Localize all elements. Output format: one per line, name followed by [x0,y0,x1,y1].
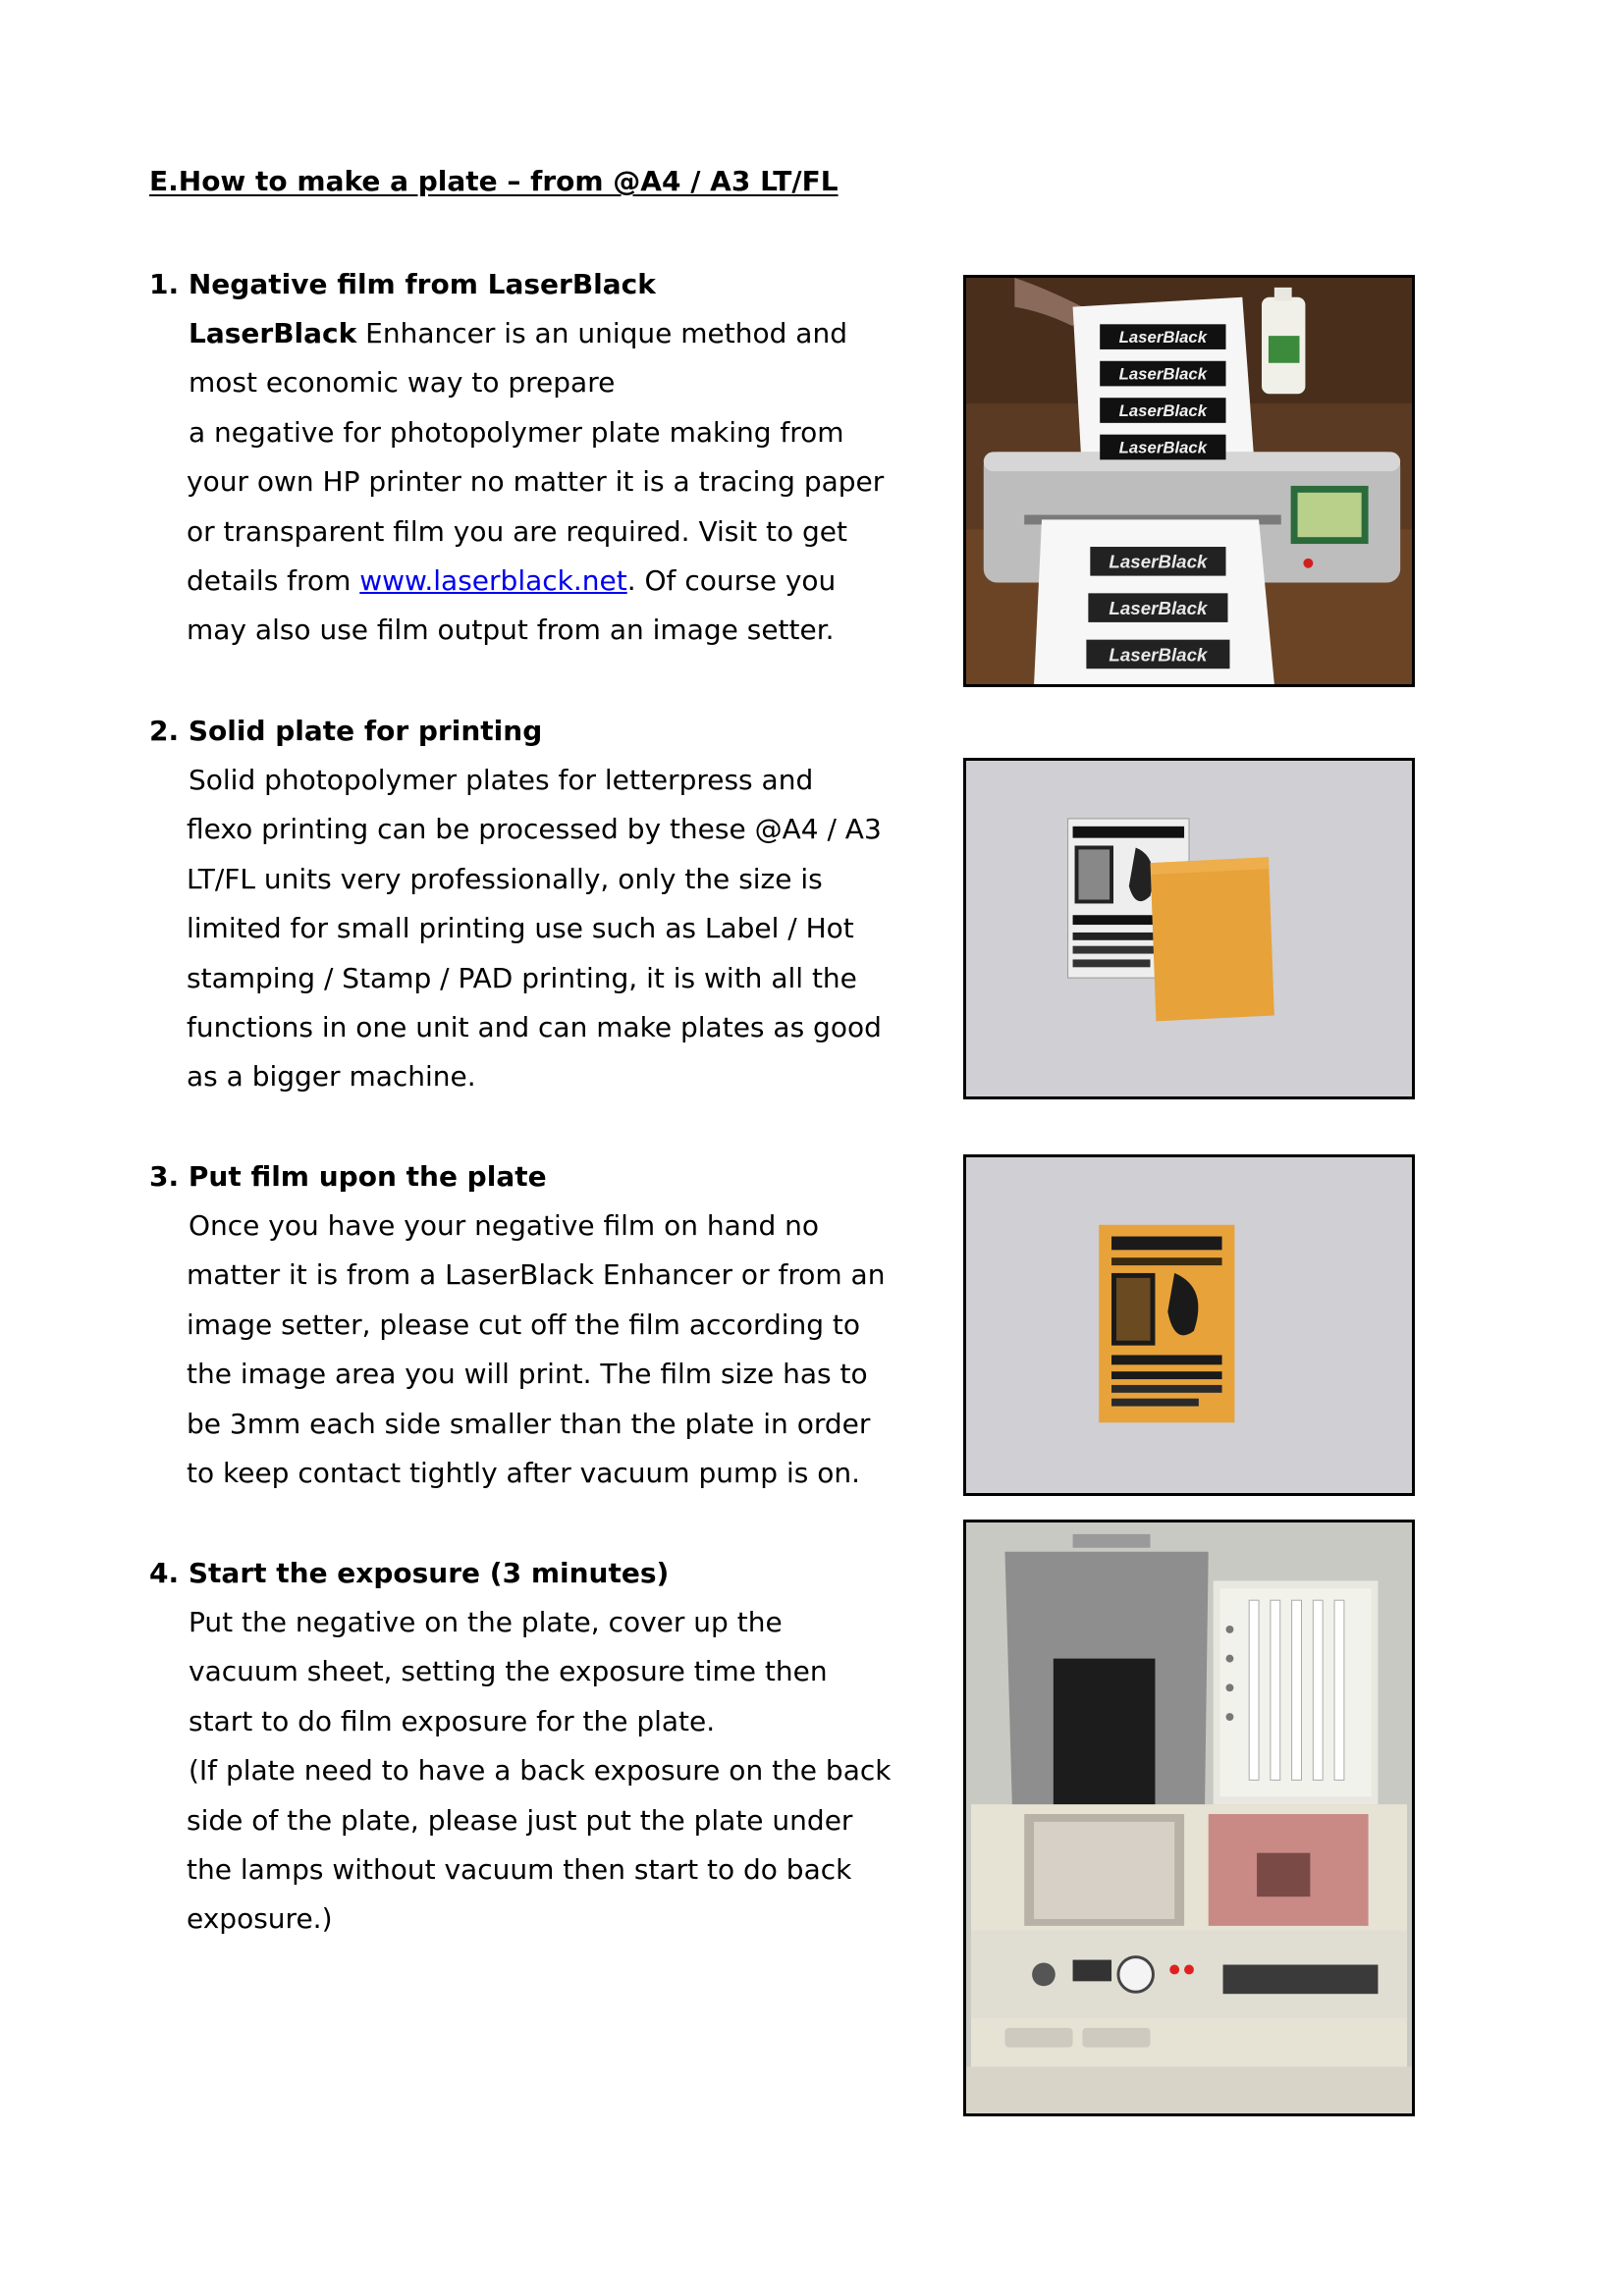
section-title: 1. Negative film from LaserBlack [149,268,656,300]
section-title: 2. Solid plate for printing [149,715,543,747]
body-line: exposure.) [187,1902,333,1936]
brand-name: LaserBlack [189,317,357,349]
body-line: most economic way to prepare [189,366,616,400]
body-line: Put the negative on the plate, cover up the [189,1606,783,1638]
body-line: or transparent film you are required. Visit to get [187,514,847,548]
body-line: be 3mm each side smaller than the plate in order [187,1407,871,1440]
section-exposure [149,1549,895,1945]
section-put-film [149,1152,895,1498]
film-label: LaserBlack [1118,364,1208,384]
photo-exposure-unit [963,1520,1415,2116]
photo-film-on-plate [963,1154,1415,1496]
body-line: vacuum sheet, setting the exposure time then [189,1655,828,1688]
body-text: . Of course you [626,564,837,598]
film-label: LaserBlack [1109,551,1208,572]
body-text: details from [187,564,352,598]
section-body [149,309,895,656]
section-negative-film [149,260,895,656]
body-line: to keep contact tightly after vacuum pump is on. [187,1457,860,1490]
body-line: flexo printing can be processed by these @A4 / A3 [187,813,882,846]
body-line: matter it is from a LaserBlack Enhancer or from an [187,1258,886,1292]
body-line: side of the plate, please just put the plate under [187,1803,853,1837]
section-title: 3. Put film upon the plate [149,1160,547,1193]
body-line: stamping / Stamp / PAD printing, it is with all the [187,961,857,994]
body-line: limited for small printing use such as Label / Hot [187,912,854,945]
section-body [149,1201,895,1498]
photo-solid-plate [963,758,1415,1099]
body-line: image setter, please cut off the film according to [187,1308,861,1341]
body-text: Enhancer is an unique method and [356,317,847,349]
body-line: may also use film output from an image setter. [187,614,835,647]
body-line: start to do film exposure for the plate. [189,1704,716,1737]
body-line: Once you have your negative film on hand no [189,1209,820,1242]
section-body [149,1598,895,1945]
body-line: functions in one unit and can make plates as good [187,1011,882,1044]
laserblack-link[interactable]: www.laserblack.net [359,564,627,598]
body-line: Solid photopolymer plates for letterpress and [189,764,814,796]
section-solid-plate [149,707,895,1102]
film-label: LaserBlack [1109,644,1208,666]
body-line [149,557,895,606]
body-line: the image area you will print. The film size has to [187,1358,868,1391]
body-line: as a bigger machine. [187,1060,476,1094]
film-label: LaserBlack [1118,400,1208,420]
film-label: LaserBlack [1118,438,1208,457]
section-title: 4. Start the exposure (3 minutes) [149,1557,670,1589]
body-line: (If plate need to have a back exposure on the back [189,1754,892,1788]
body-line [149,309,895,358]
body-line: the lamps without vacuum then start to do back [187,1853,852,1887]
body-line: a negative for photopolymer plate making from [189,415,844,449]
page-heading: E.How to make a plate – from @A4 / A3 LT/FL [149,165,839,197]
body-line: your own HP printer no matter it is a tracing paper [187,465,885,499]
body-line: LT/FL units very professionally, only the size is [187,862,823,895]
section-body [149,756,895,1102]
photo-laserblack-printer [963,275,1415,687]
film-label: LaserBlack [1118,328,1208,347]
film-label: LaserBlack [1109,598,1208,619]
